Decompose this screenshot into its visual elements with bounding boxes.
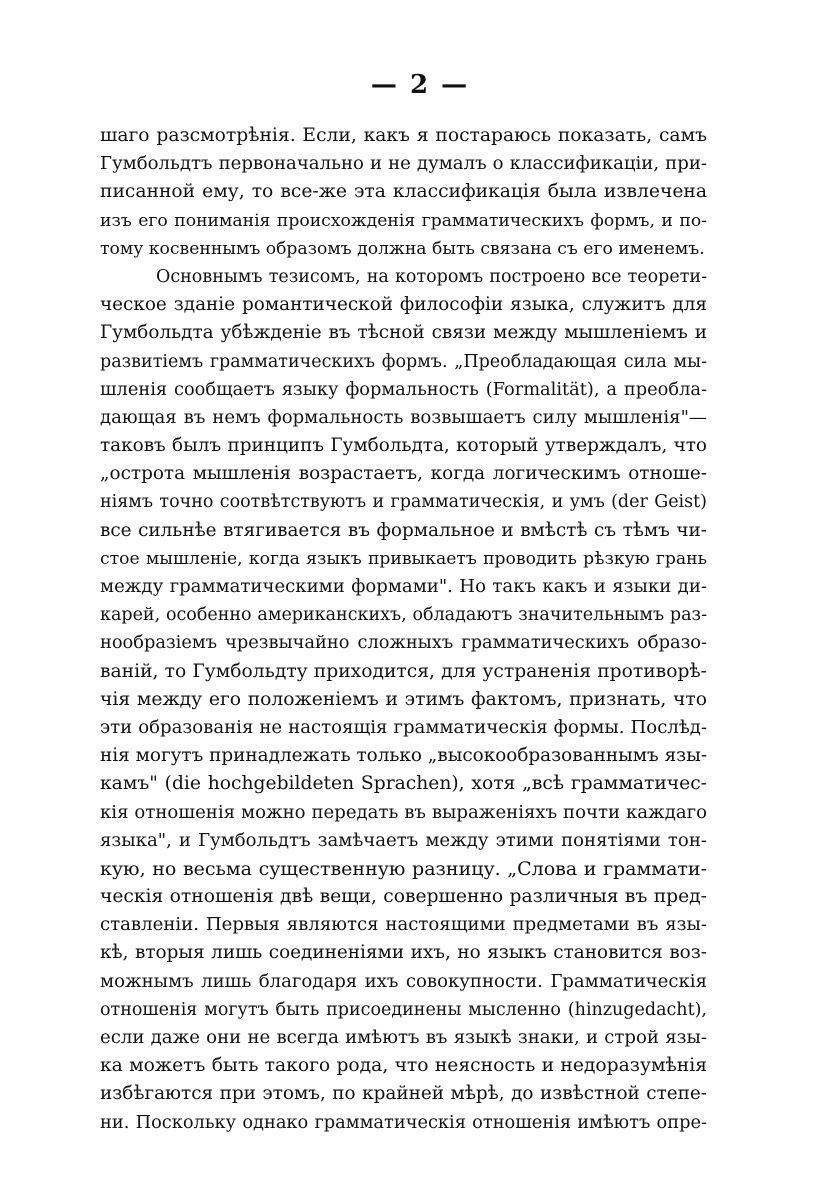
text-line: шленія сообщаетъ языку формальность (Formalität), а преобла- xyxy=(100,378,707,400)
text-line: ческія отношенія двѣ вещи, совершенно различныя въ пред- xyxy=(100,886,707,908)
text-line: дающая въ немъ формальность возвышаетъ силу мышленія"— xyxy=(100,406,707,428)
text-line: ваній, то Гумбольдту приходится, для устраненія противорѣ- xyxy=(100,660,707,682)
text-line: ка можетъ быть такого рода, что неясность и недоразумѣнія xyxy=(100,1055,707,1077)
text-line: изъ его пониманія происхожденія грамматическихъ формъ, и по- xyxy=(100,210,707,231)
text-line: ческое зданіе романтической философіи языка, служитъ для xyxy=(100,294,707,316)
text-line: Основнымъ тезисомъ, на которомъ построено все теорети- xyxy=(156,266,707,287)
text-line: развитіемъ грамматическихъ формъ. „Преобладающая сила мы- xyxy=(100,351,707,372)
text-line: между грамматическими формами". Но такъ какъ и языки ди- xyxy=(100,576,707,597)
body-text xyxy=(100,122,707,1137)
text-line: карей, особенно американскихъ, обладаютъ значительнымъ раз- xyxy=(100,605,707,626)
text-line: кія отношенія можно передать въ выраженіяхъ почти каждаго xyxy=(100,801,707,823)
text-line: шаго разсмотрѣнія. Если, какъ я постараюсь показать, самъ xyxy=(100,125,707,146)
text-line: отношенія могутъ быть присоединены мысленно (hinzugedacht), xyxy=(100,999,707,1020)
text-line: кую, но весьма существенную разницу. „Слова и граммати- xyxy=(100,857,707,880)
page-number: — 2 — xyxy=(370,70,470,100)
text-line: писанной ему, то все-же эта классификація была извлечена xyxy=(100,181,707,203)
text-line: языка", и Гумбольдтъ замѣчаетъ между этими понятіями тон- xyxy=(100,829,707,851)
text-line: Гумбольдта убѣжденіе въ тѣсной связи между мышленіемъ и xyxy=(100,322,707,344)
text-line: нія могутъ принадлежать только „высокообразованнымъ язы- xyxy=(100,745,707,767)
text-line: Гумбольдтъ первоначально и не думалъ о классификаціи, при- xyxy=(100,153,707,175)
text-line: нообразіемъ чрезвычайно сложныхъ грамматическихъ образо- xyxy=(100,632,707,654)
text-line: кѣ, вторыя лишь соединеніями ихъ, но языкъ становится воз- xyxy=(100,942,707,964)
text-line: если даже они не всегда имѣютъ въ языкѣ знаки, и строй язы- xyxy=(100,1027,707,1048)
text-line: ни. Поскольку однако грамматическія отношенія имѣютъ опре- xyxy=(100,1111,707,1133)
text-line: чія между его положеніемъ и этимъ фактомъ, признать, что xyxy=(100,688,707,710)
text-line: ставленіи. Первыя являются настоящими предметами въ язы- xyxy=(100,914,707,936)
text-line: „острота мышленія возрастаетъ, когда логическимъ отноше- xyxy=(100,463,707,485)
text-line: все сильнѣе втягивается въ формальное и вмѣстѣ съ тѣмъ чи- xyxy=(100,519,707,541)
text-line: таковъ былъ принципъ Гумбольдта, который утверждалъ, что xyxy=(100,435,707,457)
text-line: можнымъ лишь благодаря ихъ совокупности. Грамматическія xyxy=(100,970,707,992)
text-line: стое мышленіе, когда языкъ привыкаетъ проводить рѣзкую грань xyxy=(100,548,707,569)
text-line: камъ" (die hochgebildeten Sprachen), хотя „всѣ грамматичес- xyxy=(100,773,707,795)
text-line: ніямъ точно соотвѣтствуютъ и грамматическія, и умъ (der Geist) xyxy=(100,492,707,513)
text-line: эти образованія не настоящія грамматическія формы. Послѣд- xyxy=(100,716,707,738)
text-line: избѣгаются при этомъ, по крайней мѣрѣ, до извѣстной степе- xyxy=(100,1083,707,1105)
text-line: тому косвеннымъ образомъ должна быть связана съ его именемъ. xyxy=(100,238,705,259)
